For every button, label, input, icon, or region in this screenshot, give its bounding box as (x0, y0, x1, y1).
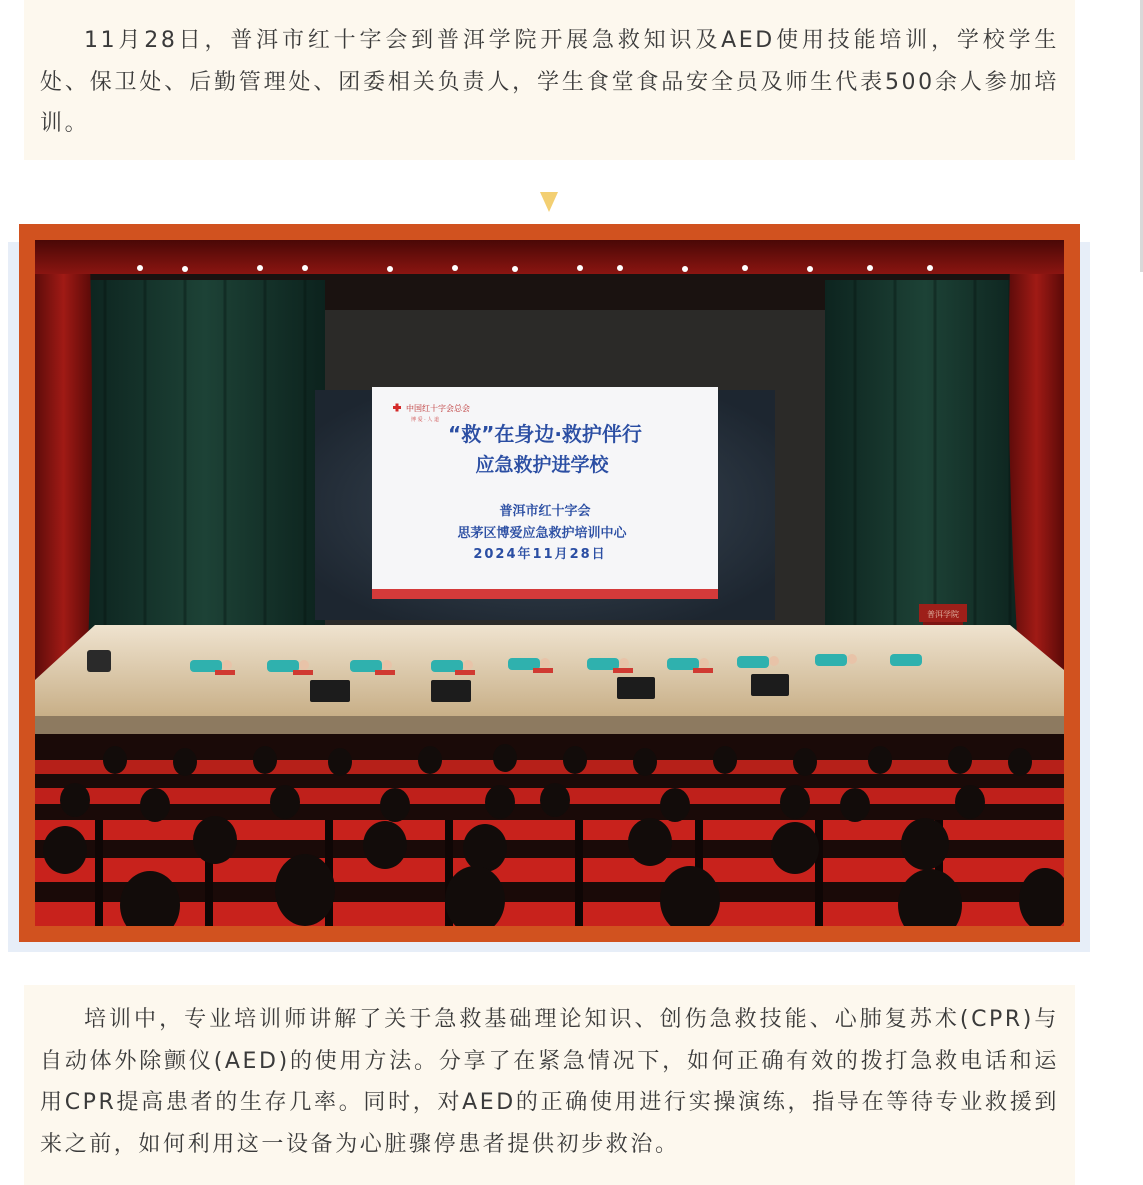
screen-title-line-1: “救”在身边·救护伴行 (448, 422, 642, 446)
screen-title-line-2: 应急救护进学校 (475, 454, 609, 476)
red-curtain-right (1009, 260, 1064, 690)
training-paragraph: 培训中，专业培训师讲解了关于急救基础理论知识、创伤急救技能、心肺复苏术(CPR)与自动体外除颤仪(AED)的使用方法。分享了在紧急情况下，如何正确有效的拨打急救电话和运用CPR提高患者的生存几率。同时，对AED的正确使用进行实操演练，指导在等待专业救援到来之前，如何利用这一设备为心脏骤停患者提供初步救治。 (40, 1007, 1059, 1157)
intro-paragraph: 11月28日，普洱市红十字会到普洱学院开展急救知识及AED使用技能培训，学校学生处、保卫处、后勤管理处、团委相关负责人，学生食堂食品安全员及师生代表500余人参加培训。 (40, 28, 1059, 136)
red-curtain-left (35, 260, 92, 690)
intro-paragraph-box (24, 0, 1075, 160)
stage-valance (35, 240, 1064, 274)
screen-date: 2024年11月28日 (473, 547, 607, 562)
screen-logo-subtext: 博 爱 · 人 道 (411, 417, 439, 423)
screen-organizer-1: 普洱市红十字会 (499, 504, 591, 519)
down-arrow-icon (540, 192, 558, 212)
training-paragraph-box (24, 985, 1075, 1185)
screen-logo-text: 中国红十字会总会 (406, 404, 470, 413)
podium-sign: 普洱学院 (927, 610, 959, 619)
auditorium-photo (35, 240, 1064, 926)
green-curtain-left (85, 280, 325, 660)
screen-organizer-2: 思茅区博爱应急救护培训中心 (457, 526, 627, 541)
